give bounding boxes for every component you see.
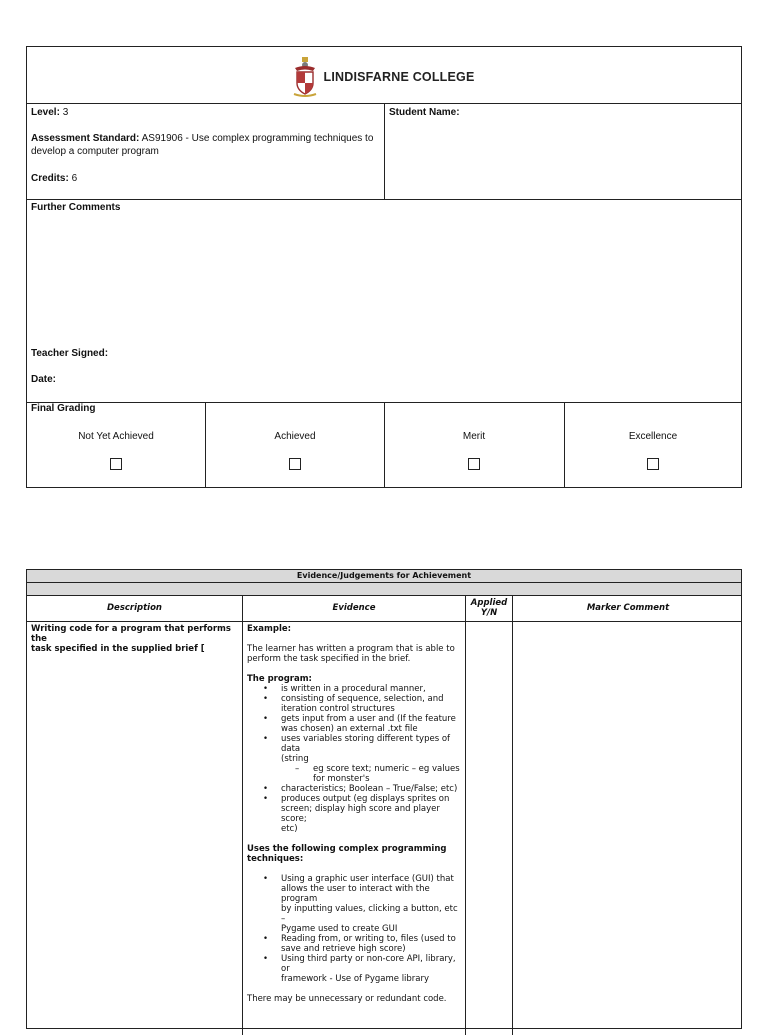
grade-excellence-label: Excellence bbox=[628, 431, 678, 442]
program-heading: The program: bbox=[247, 674, 312, 684]
list-item: • characteristics; Boolean – True/False; etc) bbox=[247, 784, 463, 794]
list-item-cont: screen; display high score and player score; bbox=[281, 804, 440, 824]
column-header-marker-comment: Marker Comment bbox=[586, 602, 670, 613]
level-value: 3 bbox=[62, 107, 69, 118]
evidence-intro: The learner has written a program that is able to bbox=[247, 644, 455, 654]
level-field bbox=[31, 106, 68, 119]
grade-merit-checkbox[interactable] bbox=[468, 458, 480, 470]
divider bbox=[27, 621, 741, 622]
teacher-signed-label: Teacher Signed: bbox=[31, 348, 109, 359]
techniques-heading: Uses the following complex programming bbox=[247, 844, 447, 854]
divider bbox=[465, 595, 466, 1035]
sub-list-item: – eg score text; numeric – eg values bbox=[247, 764, 463, 774]
grade-excellence-checkbox[interactable] bbox=[647, 458, 659, 470]
list-item: • is written in a procedural manner, bbox=[247, 684, 463, 694]
list-item: • consisting of sequence, selection, and bbox=[247, 694, 463, 704]
column-header-applied bbox=[466, 596, 512, 621]
column-header-description: Description bbox=[107, 602, 162, 613]
list-item-cont: Pygame used to create GUI bbox=[281, 924, 398, 934]
list-item-cont: by inputting values, clicking a button, etc – bbox=[281, 904, 458, 924]
divider bbox=[205, 402, 206, 488]
assessment-standard-field bbox=[31, 132, 381, 158]
divider bbox=[242, 595, 243, 1035]
techniques-heading-cont: techniques: bbox=[247, 854, 304, 864]
evidence-footer: There may be unnecessary or redundant code. bbox=[247, 994, 447, 1004]
applied-header-line2: Y/N bbox=[480, 607, 498, 618]
list-item-cont: (string bbox=[281, 754, 309, 764]
list-item-cont: framework - Use of Pygame library bbox=[281, 974, 430, 984]
credits-field bbox=[31, 172, 77, 185]
applied-header-line1: Applied bbox=[470, 598, 508, 608]
divider bbox=[564, 402, 565, 488]
grade-achieved-checkbox[interactable] bbox=[289, 458, 301, 470]
divider bbox=[27, 199, 741, 200]
task-description bbox=[31, 624, 239, 654]
list-item: • produces output (eg displays sprites on bbox=[247, 794, 463, 804]
column-header-evidence: Evidence bbox=[332, 602, 376, 613]
grade-not-yet-achieved-label: Not Yet Achieved bbox=[78, 431, 154, 442]
evidence-example-label: Example: bbox=[247, 624, 292, 634]
standard-label: Assessment Standard: bbox=[31, 133, 140, 144]
list-item: • Using a graphic user interface (GUI) that bbox=[247, 874, 463, 884]
final-grading-label: Final Grading bbox=[31, 403, 96, 414]
list-item: • Using third party or non-core API, library, or bbox=[247, 954, 463, 974]
list-item-cont: was chosen) an external .txt file bbox=[281, 724, 418, 734]
credits-label: Credits: bbox=[31, 173, 69, 184]
standard-value: AS91906 - Use complex programming techniques to bbox=[141, 133, 374, 144]
college-name: LINDISFARNE COLLEGE bbox=[323, 70, 475, 84]
credits-value: 6 bbox=[71, 173, 78, 184]
list-item: • gets input from a user and (If the feature bbox=[247, 714, 463, 724]
sub-list-item-cont: for monster's bbox=[313, 774, 370, 784]
divider bbox=[512, 595, 513, 1035]
list-item-cont: etc) bbox=[281, 824, 298, 834]
description-line: task specified in the supplied brief [ bbox=[31, 644, 205, 654]
list-item-cont: iteration control structures bbox=[281, 704, 395, 714]
assessment-cover-box bbox=[26, 46, 742, 488]
level-label: Level: bbox=[31, 107, 60, 118]
grade-not-yet-achieved-checkbox[interactable] bbox=[110, 458, 122, 470]
crest-icon bbox=[293, 56, 317, 98]
list-item: • Reading from, or writing to, files (used to bbox=[247, 934, 463, 944]
further-comments-label: Further Comments bbox=[31, 202, 121, 213]
college-header bbox=[27, 55, 741, 99]
standard-value-cont: develop a computer program bbox=[31, 146, 159, 157]
divider bbox=[27, 582, 741, 583]
list-item: • uses variables storing different types of data bbox=[247, 734, 463, 754]
list-item-cont: save and retrieve high score) bbox=[281, 944, 406, 954]
evidence-table bbox=[26, 569, 742, 1029]
list-item-cont: allows the user to interact with the program bbox=[281, 884, 430, 904]
student-name-label: Student Name: bbox=[389, 107, 460, 118]
grade-achieved-label: Achieved bbox=[274, 431, 316, 442]
evidence-intro-cont: perform the task specified in the brief. bbox=[247, 654, 411, 664]
evidence-text bbox=[247, 624, 463, 1004]
date-label: Date: bbox=[31, 374, 57, 385]
divider bbox=[384, 402, 385, 488]
description-line: Writing code for a program that performs the bbox=[31, 624, 231, 644]
evidence-table-title: Evidence/Judgements for Achievement bbox=[296, 571, 472, 581]
grade-merit-label: Merit bbox=[462, 431, 486, 442]
divider bbox=[384, 103, 385, 199]
